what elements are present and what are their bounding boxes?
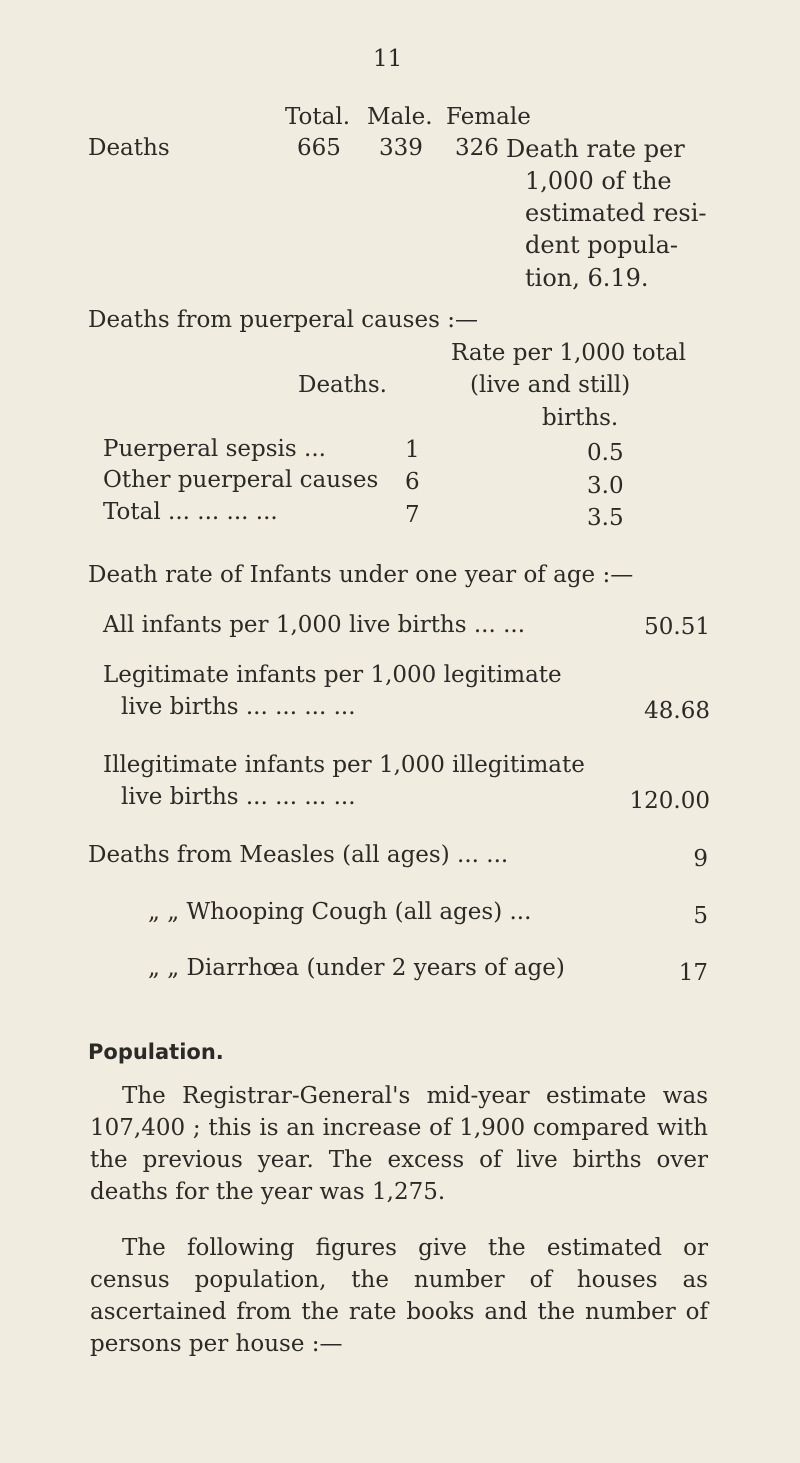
population-heading: Population. [88,1040,224,1064]
row-deaths: 1 [405,437,420,463]
death-rate-line: dent popula- [525,231,679,259]
puerperal-col-rate: Rate per 1,000 total [451,340,686,366]
illegit-value: 120.00 [629,788,710,814]
page-number: 11 [373,46,403,72]
measles-value: 9 [693,846,708,872]
diarrhoea-label: „ „ Diarrhœa (under 2 years of age) [148,955,565,981]
deaths-total: 665 [297,135,341,161]
whooping-value: 5 [693,903,708,929]
measles-label: Deaths from Measles (all ages) ... ... [88,842,509,868]
row-deaths: 6 [405,469,420,495]
death-rate-line: 1,000 of the [525,167,672,195]
row-rate: 0.5 [587,440,624,466]
row-rate: 3.5 [587,505,624,531]
header-female: Female [446,104,531,130]
diarrhoea-value: 17 [678,960,708,986]
infant-title: Death rate of Infants under one year of age :— [88,562,634,588]
legit-label: Legitimate infants per 1,000 legitimate [103,662,562,688]
row-deaths: 7 [405,502,420,528]
death-rate-line: tion, 6.19. [525,264,649,292]
row-label: Puerperal sepsis ... [103,436,326,462]
legit-label: live births ... ... ... ... [121,694,356,720]
row-label: Other puerperal causes [103,467,379,493]
death-rate-line: estimated resi- [525,199,707,227]
puerperal-col-rate: births. [542,405,619,431]
illegit-label: live births ... ... ... ... [121,784,356,810]
whooping-label: „ „ Whooping Cough (all ages) ... [148,899,532,925]
death-rate-line: Death rate per [506,135,685,163]
puerperal-col-rate: (live and still) [470,372,631,398]
legit-value: 48.68 [644,698,710,724]
header-male: Male. [367,104,433,130]
header-total: Total. [285,104,351,130]
all-infants-label: All infants per 1,000 live births ... ... [103,612,526,638]
illegit-label: Illegitimate infants per 1,000 illegitimate [103,752,585,778]
population-paragraph: The following figures give the estimated or census population, the number of houses as ascertained from the rate books and the number of persons per house :— [90,1235,708,1357]
deaths-row-label: Deaths [88,135,170,161]
population-paragraph: The Registrar-General's mid-year estimate was 107,400 ; this is an increase of 1,900 compared with the previous year. The excess of live births over deaths for the year was 1,275. [90,1083,708,1205]
row-rate: 3.0 [587,473,624,499]
all-infants-value: 50.51 [644,614,710,640]
deaths-male: 339 [379,135,423,161]
deaths-female: 326 [455,135,499,161]
puerperal-col-deaths: Deaths. [298,372,387,398]
puerperal-title: Deaths from puerperal causes :— [88,307,478,333]
row-label: Total ... ... ... ... [103,499,278,525]
